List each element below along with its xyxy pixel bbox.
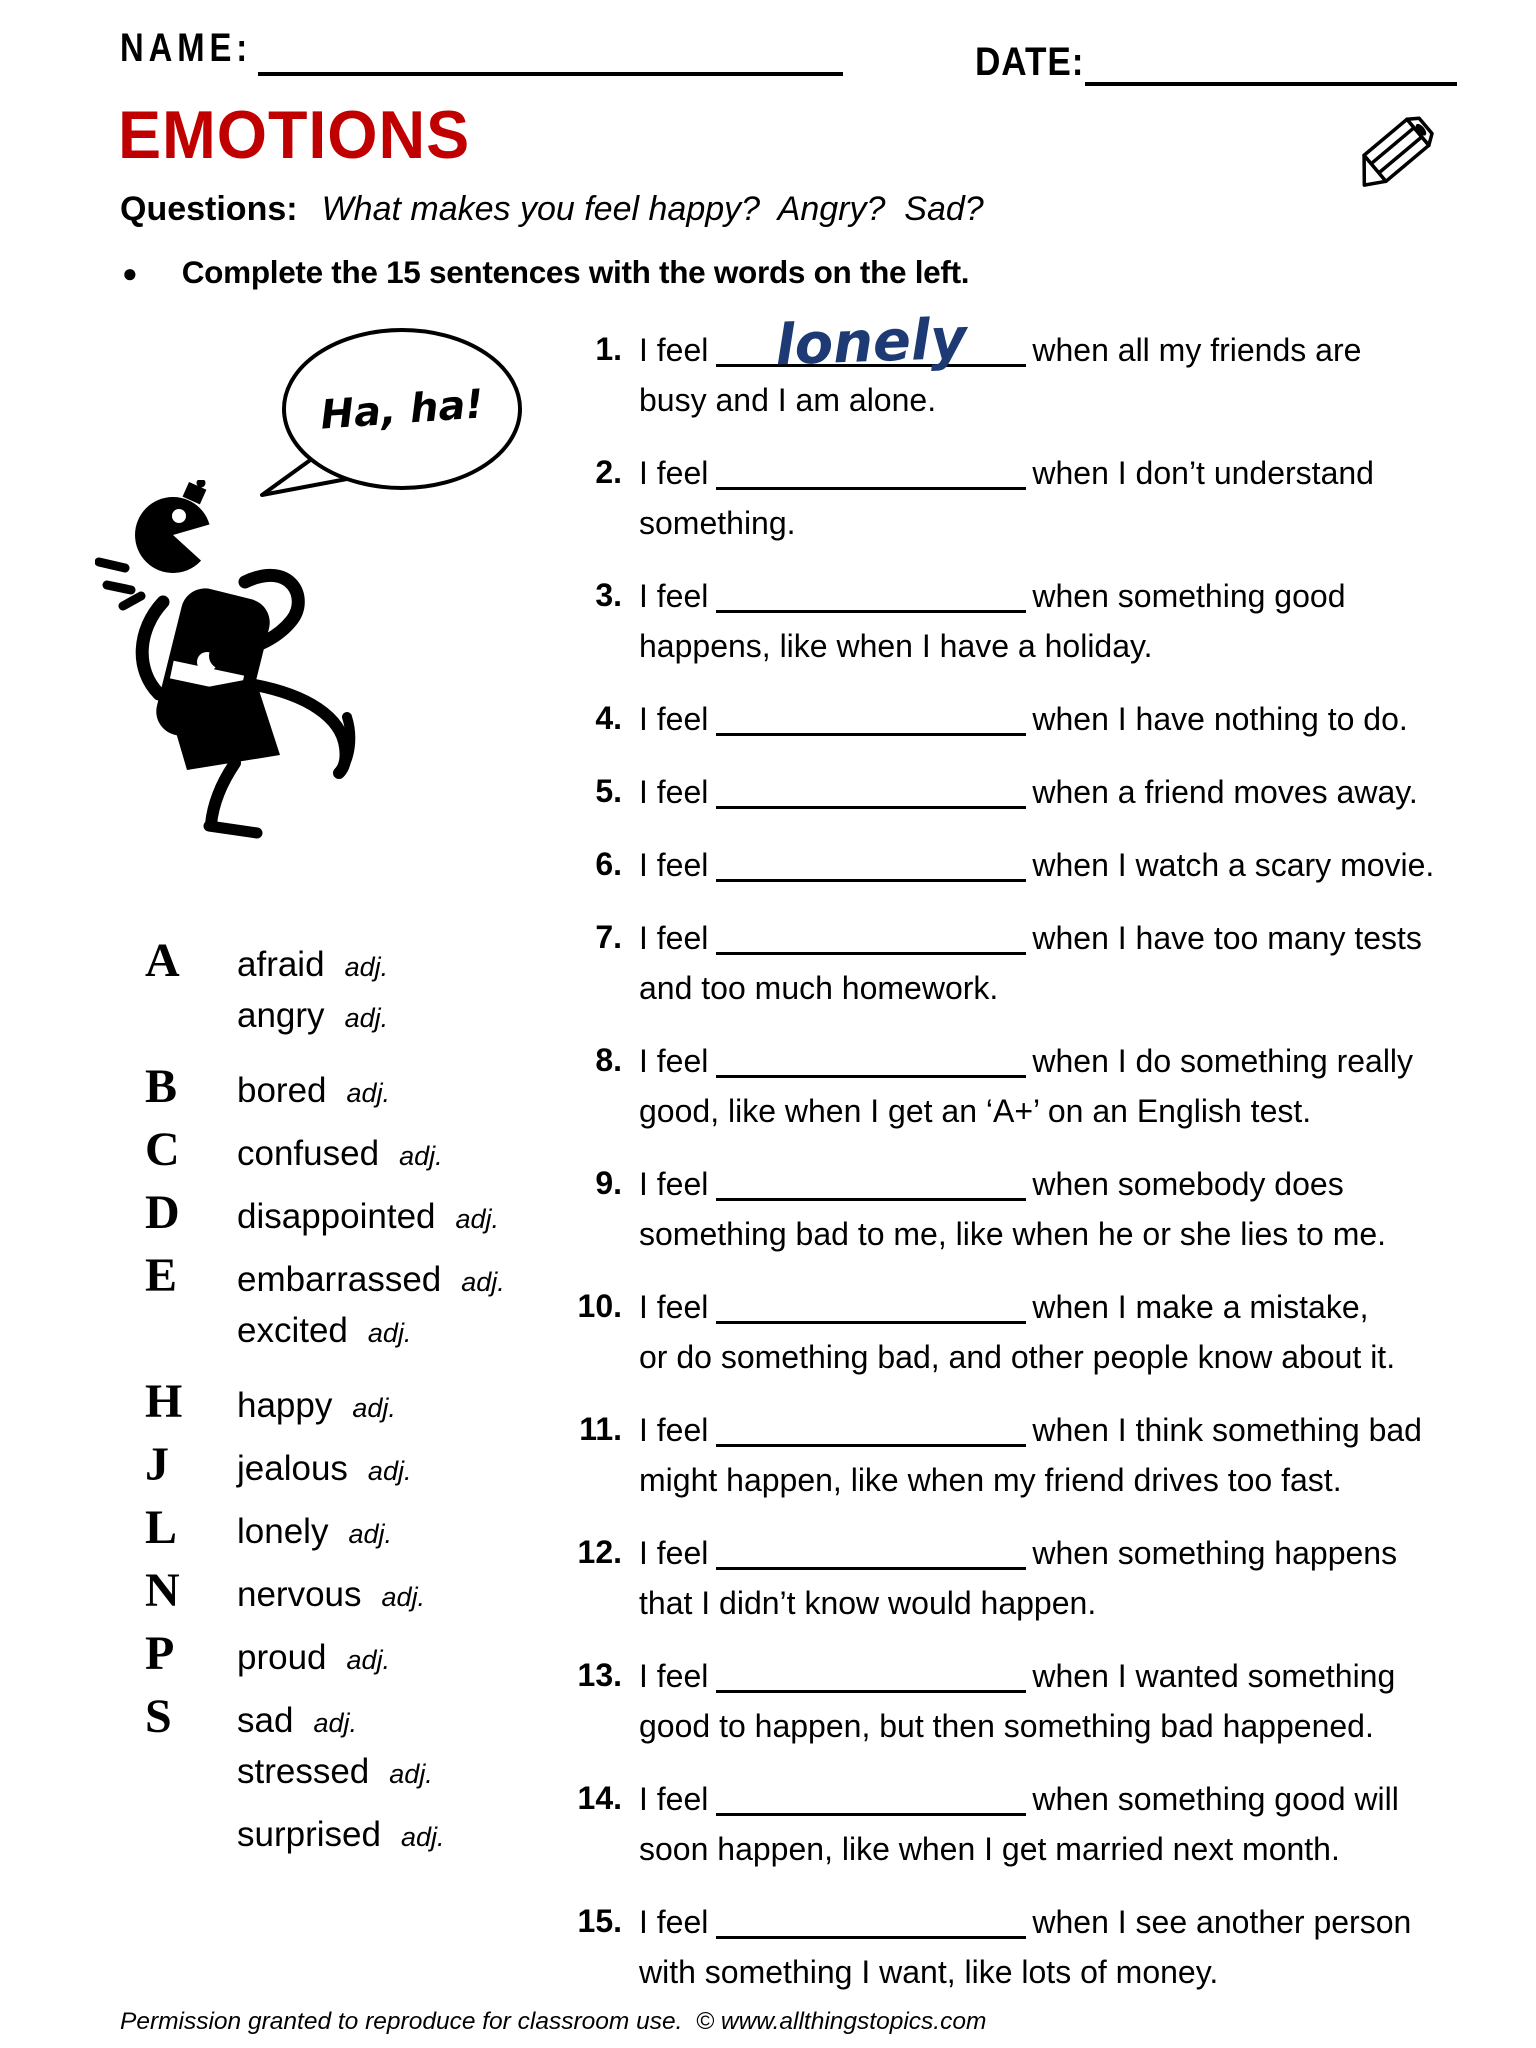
sentence-line1: when a friend moves away. [1032,774,1418,810]
word-list-row [145,1185,505,1248]
sentence-prefix: I feel [639,774,709,810]
sentence-line1: when all my friends are [1032,332,1362,368]
sentence-text [639,306,1472,425]
sentence-text [639,1527,1472,1628]
sentence-number: 8. [595,1042,622,1078]
sentence-text [639,1773,1472,1874]
vocabulary-word: excited [237,1311,348,1350]
vocabulary-word: surprised [237,1815,381,1854]
laughing-person-figure [95,480,390,870]
part-of-speech: adj. [348,1519,392,1549]
sentence-line1: when I make a mistake, [1032,1289,1369,1325]
answer-blank[interactable] [716,699,1026,736]
questions-text: What makes you feel happy? Angry? Sad? [321,190,984,228]
sentence-number: 13. [577,1657,622,1693]
sentence-prefix: I feel [639,920,709,956]
sentence-line1: when somebody does [1032,1166,1344,1202]
sentence-row [570,693,1472,744]
sentence-line1: when I think something bad [1032,1412,1422,1448]
sentence-number: 6. [595,846,622,882]
word-list [145,933,505,1878]
vocabulary-word: happy [237,1386,333,1425]
vocabulary-word: sad [237,1701,294,1740]
part-of-speech: adj. [399,1141,443,1171]
answer-blank[interactable] [716,1902,1026,1939]
word-list-row [145,1500,505,1563]
sentence-row [570,1896,1472,1997]
answer-blank[interactable] [716,772,1026,809]
pencil-icon [1346,100,1450,198]
footer-text: Permission granted to reproduce for classroom use. © www.allthingstopics.com [120,2008,987,2035]
part-of-speech: adj. [400,1822,445,1852]
sentence-text [639,1650,1472,1751]
page-title: EMOTIONS [118,97,471,173]
sentence-prefix: I feel [639,1781,709,1817]
part-of-speech: adj. [313,1708,357,1738]
answer-blank[interactable] [716,1041,1026,1078]
word-list-row [145,1122,505,1185]
date-label: DATE: [975,40,1085,84]
index-letter: H [145,1375,183,1428]
index-letter: J [145,1438,169,1491]
part-of-speech: adj. [461,1267,505,1297]
sentence-row [570,447,1472,548]
sentence-line2: might happen, like when my friend drives too fast. [639,1462,1342,1498]
index-letter: A [145,934,180,987]
sentence-text [639,1158,1472,1259]
word-list-row [145,1563,505,1626]
sentence-row [570,1527,1472,1628]
word-list-row [145,933,505,996]
word-list-row [145,1248,505,1311]
part-of-speech: adj. [367,1318,412,1348]
sentence-number: 10. [577,1288,622,1324]
part-of-speech: adj. [346,1078,391,1108]
sentence-number: 11. [579,1411,622,1447]
sentence-row [570,1773,1472,1874]
date-blank-line[interactable] [1085,82,1457,86]
word-list-row [145,1815,505,1878]
sentence-line2: good, like when I get an ‘A+’ on an English test. [639,1093,1312,1129]
sentence-number: 3. [595,577,622,613]
sentence-row [570,1404,1472,1505]
sentence-line1: when something good will [1032,1781,1399,1817]
sentence-number: 12. [577,1534,622,1570]
sentence-line2: something. [639,505,796,541]
sentence-text [639,447,1472,548]
sentence-line2: something bad to me, like when he or she lies to me. [639,1216,1387,1252]
sentence-row [570,570,1472,671]
sentence-prefix: I feel [639,701,709,737]
word-list-row [145,1626,505,1689]
answer-blank[interactable] [716,453,1026,490]
index-letter: N [145,1564,180,1617]
answer-blank[interactable] [716,1410,1026,1447]
sentence-number: 1. [595,331,622,367]
sentence-prefix: I feel [639,1904,709,1940]
answer-blank[interactable] [716,845,1026,882]
index-letter: D [145,1186,180,1239]
vocabulary-word: angry [237,996,325,1035]
sentence-number: 14. [577,1780,622,1816]
sentence-line1: when something good [1032,578,1346,614]
word-list-row [145,1374,505,1437]
answer-blank[interactable] [716,1656,1026,1693]
word-list-row [145,1311,505,1374]
sentence-text [639,1035,1472,1136]
sentence-text [639,912,1472,1013]
sentence-text [639,570,1472,671]
vocabulary-word: nervous [237,1575,362,1614]
sentence-prefix: I feel [639,578,709,614]
questions-line [120,190,984,229]
vocabulary-word: embarrassed [237,1260,442,1299]
answer-blank[interactable] [716,1287,1026,1324]
sentence-row [570,1158,1472,1259]
sentence-prefix: I feel [639,1289,709,1325]
vocabulary-word: confused [237,1134,380,1173]
sentence-row [570,1650,1472,1751]
sentence-text [639,766,1472,817]
sentence-line2: happens, like when I have a holiday. [639,628,1153,664]
sentence-text [639,1281,1472,1382]
index-letter: S [145,1690,172,1743]
sentence-line1: when I watch a scary movie. [1032,847,1435,883]
sentence-prefix: I feel [639,1043,709,1079]
part-of-speech: adj. [389,1759,433,1789]
vocabulary-word: afraid [237,945,325,984]
sentence-row [570,839,1472,890]
sentence-row [570,766,1472,817]
sentence-line1: when I do something really [1032,1043,1414,1079]
word-list-row [145,1689,505,1752]
answer-blank[interactable] [716,576,1026,613]
sentence-line2: good to happen, but then something bad happened. [639,1708,1374,1744]
sentence-line2: with something I want, like lots of money. [639,1954,1219,1990]
sentence-number: 7. [595,919,622,955]
name-label: NAME: [120,26,253,70]
vocabulary-word: disappointed [237,1197,436,1236]
sentence-prefix: I feel [639,455,709,491]
sentence-line1: when I have nothing to do. [1032,701,1408,737]
sentence-prefix: I feel [639,1166,709,1202]
index-letter: E [145,1249,178,1302]
sentence-number: 2. [595,454,622,490]
sentence-line1: when I don’t understand [1032,455,1374,491]
vocabulary-word: stressed [237,1752,370,1791]
sentence-line2: or do something bad, and other people know about it. [639,1339,1396,1375]
sentence-line2: soon happen, like when I get married next month. [639,1831,1340,1867]
answer-blank[interactable] [716,1533,1026,1570]
sentence-prefix: I feel [639,847,709,883]
sentence-line1: when I see another person [1032,1904,1412,1940]
sentence-list [570,306,1472,2019]
sentence-row [570,1281,1472,1382]
answer-blank[interactable] [716,306,1026,379]
sentence-prefix: I feel [639,332,709,368]
index-letter: B [145,1060,178,1113]
vocabulary-word: lonely [237,1512,329,1551]
sentence-line1: when I wanted something [1032,1658,1396,1694]
sentence-text [639,693,1472,744]
sentence-row [570,1035,1472,1136]
sentence-line2: busy and I am alone. [639,382,937,418]
word-list-row [145,1752,505,1815]
part-of-speech: adj. [381,1582,426,1612]
word-list-row [145,996,505,1059]
part-of-speech: adj. [344,1003,389,1033]
word-list-row [145,1437,505,1500]
sentence-prefix: I feel [639,1535,709,1571]
sentence-row [570,912,1472,1013]
sentence-prefix: I feel [639,1412,709,1448]
answer-blank[interactable] [716,1779,1026,1816]
sentence-prefix: I feel [639,1658,709,1694]
vocabulary-word: jealous [237,1449,348,1488]
answer-blank[interactable] [716,918,1026,955]
index-letter: L [145,1501,178,1554]
sentence-row [570,306,1472,425]
part-of-speech: adj. [455,1204,500,1234]
sentence-text [639,1404,1472,1505]
part-of-speech: adj. [346,1645,391,1675]
sentence-text [639,839,1472,890]
answer-blank[interactable] [716,1164,1026,1201]
speech-bubble-text: Ha, ha! [318,381,486,439]
sentence-text [639,1896,1472,1997]
handwritten-answer: lonely [774,306,969,379]
vocabulary-word: bored [237,1071,327,1110]
part-of-speech: adj. [352,1393,396,1423]
instruction-text: Complete the 15 sentences with the words on the left. [181,254,970,290]
index-letter: P [145,1627,175,1680]
index-letter: C [145,1123,180,1176]
instruction-line [122,254,969,291]
sentence-number: 9. [595,1165,622,1201]
sentence-line2: that I didn’t know would happen. [639,1585,1097,1621]
part-of-speech: adj. [344,952,389,982]
sentence-line2: and too much homework. [639,970,999,1006]
questions-label: Questions: [120,190,298,228]
sentence-number: 15. [577,1903,622,1939]
sentence-number: 4. [595,700,622,736]
sentence-number: 5. [595,773,622,809]
vocabulary-word: proud [237,1638,327,1677]
bullet-marker: ● [122,257,138,288]
sentence-line1: when I have too many tests [1032,920,1422,956]
word-list-row [145,1059,505,1122]
sentence-line1: when something happens [1032,1535,1398,1571]
name-blank-line[interactable] [258,72,843,76]
part-of-speech: adj. [367,1456,412,1486]
